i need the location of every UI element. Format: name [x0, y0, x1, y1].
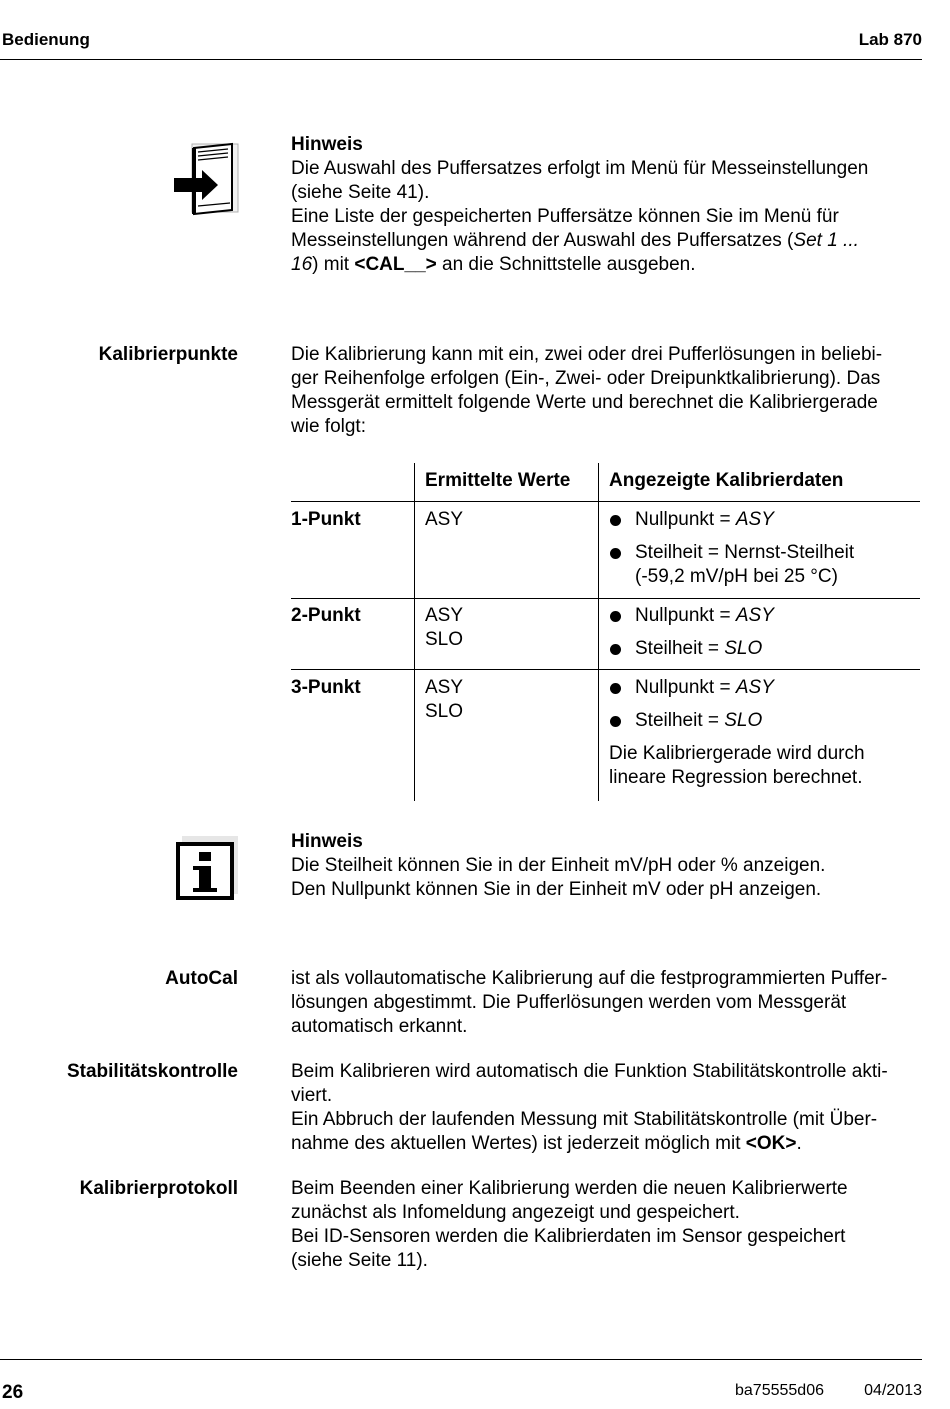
table-divider: [291, 598, 920, 599]
header-right: Lab 870: [858, 30, 922, 49]
bullet-italic: ASY: [735, 605, 774, 626]
paragraph-line: lösungen abgestimmt. Die Pufferlösungen werden vom Messgerät: [291, 992, 847, 1013]
cal-key: <CAL__>: [354, 254, 437, 275]
paragraph-text: nahme des aktuellen Wertes) ist jederzeit möglich mit: [291, 1133, 746, 1154]
list-item: [609, 604, 919, 628]
table-cell: ASY: [425, 509, 464, 530]
bullet-text: Steilheit =: [635, 638, 725, 659]
page-number: 26: [2, 1382, 24, 1403]
paragraph-line: Bei ID-Sensoren werden die Kalibrierdaten im Sensor gespeichert: [291, 1226, 846, 1247]
table-divider: [598, 463, 599, 801]
table-note: Die Kalibriergerade wird durch: [609, 743, 865, 764]
table-value: ASY: [425, 605, 464, 626]
bullet-italic: SLO: [724, 638, 763, 659]
table-cell: [425, 676, 463, 724]
note-1-text: ) mit: [312, 254, 355, 275]
bullet-text: Steilheit = Nernst-Steilheit: [635, 542, 855, 563]
note-1-line: Die Auswahl des Puffersatzes erfolgt im Menü für Messeinstellungen: [291, 158, 869, 179]
table-value: SLO: [425, 629, 464, 650]
note-1-line: [291, 229, 923, 253]
table-header: Ermittelte Werte: [425, 470, 571, 491]
table-row-label: 1-Punkt: [291, 509, 361, 530]
doc-date: 04/2013: [864, 1382, 922, 1399]
side-label-kalibrierprotokoll: Kalibrierprotokoll: [79, 1178, 238, 1199]
protokoll-text: [291, 1177, 923, 1273]
bullet-italic: ASY: [735, 509, 774, 530]
paragraph-line: ger Reihenfolge erfolgen (Ein-, Zwei- oder Dreipunktkalibrierung). Das: [291, 368, 881, 389]
table-value: ASY: [425, 677, 464, 698]
paragraph-line: (siehe Seite 11).: [291, 1250, 428, 1271]
note-2-line: Die Steilheit können Sie in der Einheit mV/pH oder % anzeigen.: [291, 855, 826, 876]
paragraph-line: Messgerät ermittelt folgende Werte und berechnet die Kalibriergerade: [291, 392, 878, 413]
note-1-line: [291, 253, 923, 277]
book-arrow-icon: [172, 140, 242, 216]
calibration-table: [291, 463, 920, 801]
table-cell: [609, 508, 919, 589]
paragraph-line: zunächst als Infomeldung angezeigt und gespeichert.: [291, 1202, 740, 1223]
bullet-text: Nullpunkt =: [635, 677, 736, 698]
table-cell: [609, 604, 919, 661]
table-row-label: 3-Punkt: [291, 677, 361, 698]
paragraph-line: Beim Beenden einer Kalibrierung werden die neuen Kalibrierwerte: [291, 1178, 848, 1199]
list-item: [609, 709, 919, 733]
table-value: SLO: [425, 701, 464, 722]
table-note: lineare Regression berechnet.: [609, 767, 863, 788]
table-cell: [425, 604, 463, 652]
note-1-italic: Set 1 ...: [793, 230, 859, 251]
side-label-kalibrierpunkte: Kalibrierpunkte: [98, 344, 238, 365]
paragraph-line: wie folgt:: [291, 416, 366, 437]
table-divider: [414, 463, 415, 801]
note-1-italic: 16: [291, 254, 313, 275]
note-1-title: Hinweis: [291, 134, 363, 155]
paragraph-line: Beim Kalibrieren wird automatisch die Funktion Stabilitätskontrolle akti-: [291, 1061, 888, 1082]
header-rule: [0, 59, 922, 60]
note-2-title: Hinweis: [291, 831, 363, 852]
stabil-text: [291, 1060, 923, 1156]
header-left: Bedienung: [2, 30, 90, 49]
note-1-line: (siehe Seite 41).: [291, 182, 430, 203]
bullet-text: Steilheit =: [635, 710, 725, 731]
note-1-line: Eine Liste der gespeicherten Puffersätze können Sie im Menü für: [291, 206, 839, 227]
note-1-text: an die Schnittstelle ausgeben.: [436, 254, 696, 275]
bullet-italic: ASY: [735, 677, 774, 698]
bullet-italic: SLO: [724, 710, 763, 731]
autocal-text: [291, 967, 923, 1039]
table-divider: [291, 501, 920, 502]
side-label-stabilitaetskontrolle: Stabilitätskontrolle: [66, 1061, 238, 1082]
paragraph-line: viert.: [291, 1085, 333, 1106]
side-label-autocal: AutoCal: [165, 968, 238, 989]
footer-rule: [0, 1359, 922, 1360]
bullet-text: Nullpunkt =: [635, 605, 736, 626]
note-2: [291, 830, 923, 902]
list-item: [609, 676, 919, 700]
note-2-line: Den Nullpunkt können Sie in der Einheit mV oder pH anzeigen.: [291, 879, 822, 900]
paragraph-line: Die Kalibrierung kann mit ein, zwei oder drei Pufferlösungen in beliebi-: [291, 344, 883, 365]
list-item: [609, 541, 919, 589]
note-1: [291, 133, 923, 277]
kalibrierpunkte-text: [291, 343, 923, 439]
bullet-text: Nullpunkt =: [635, 509, 736, 530]
list-item: [609, 637, 919, 661]
doc-id: ba75555d06: [735, 1382, 824, 1399]
ok-key: <OK>: [745, 1133, 797, 1154]
note-1-text: Messeinstellungen während der Auswahl des Puffersatzes (: [291, 230, 794, 251]
table-cell: [609, 676, 919, 790]
paragraph-line: ist als vollautomatische Kalibrierung auf die festprogrammierten Puffer-: [291, 968, 888, 989]
table-divider: [291, 669, 920, 670]
paragraph-line: [291, 1132, 923, 1156]
bullet-text: (-59,2 mV/pH bei 25 °C): [635, 566, 838, 587]
table-header: Angezeigte Kalibrierdaten: [609, 470, 844, 491]
paragraph-line: automatisch erkannt.: [291, 1016, 468, 1037]
paragraph-text: .: [796, 1133, 802, 1154]
paragraph-line: Ein Abbruch der laufenden Messung mit Stabilitätskontrolle (mit Über-: [291, 1109, 878, 1130]
list-item: [609, 508, 919, 532]
table-row-label: 2-Punkt: [291, 605, 361, 626]
info-icon: [176, 836, 238, 900]
